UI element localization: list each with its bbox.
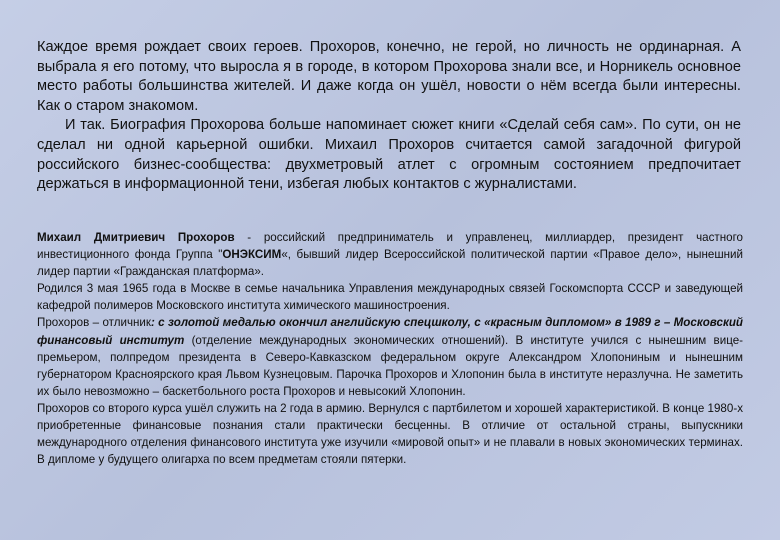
bio-p1-text-b: «, бывший лидер Всероссийской политической партии «Правое дело», нынешний лидер партии «Гражданская платформа». xyxy=(37,248,743,279)
bio-paragraph-4: Прохоров со второго курса ушёл служить на 2 года в армию. Вернулся с партбилетом и хорошей характеристикой. В конце 1980-х приобретенные финансовые познания стали практически бесценны. В отличие от остальной страны, выпускники международного отделения финансового института уже изучили «мировой опыт» и не плавали в новых экономических терминах. В дипломе у будущего олигарха по всем предметам стояли пятерки. xyxy=(37,401,743,467)
bio-p3-text-c: (отделение международных экономических отношений). В институте учился с нынешним вице-премьером, полпредом президента в Северо-Кавказском федеральном округе Александром Хлопониным и нынешним губернатором Красноярского края Львом Кузнецовым. Парочка Прохоров и Хлопонин была в институте неразлучна. Не заметить их было невозможно – баскетбольного роста Прохоров и невысокий Хлопонин. xyxy=(37,333,744,398)
intro-text xyxy=(37,38,741,195)
bio-p1-text-a: - российский предприниматель и управленец, миллиардер, президент частного инвестиционного фонда Группа " xyxy=(37,231,743,262)
intro-paragraph-2: И так. Биография Прохорова больше напоминает сюжет книги «Сделай себя сам». По сути, он не сделал ни одной карьерной ошибки. Михаил Прохоров считается самой загадочной фигурой российского бизнес-сообщества: двухметровый атлет с огромным состоянием предпочитает держаться в информационной тени, избегая любых контактов с журналистами. xyxy=(37,117,741,193)
intro-paragraph-1: Каждое время рождает своих героев. Прохоров, конечно, не герой, но личность не ординарная. А выбрала я его потому, что выросла я в городе, в котором Прохорова знали все, и Норникель основное место работы большинства жителей. И даже когда он ушёл, новости о нём всегда были интересны. Как о старом знакомом. xyxy=(37,39,741,114)
bio-paragraph-1 xyxy=(37,229,743,280)
biography-text xyxy=(37,229,743,468)
company-name: ОНЭКСИМ xyxy=(222,248,282,262)
person-name: Михаил Дмитриевич Прохоров xyxy=(37,231,235,244)
bio-paragraph-2: Родился 3 мая 1965 года в Москве в семье начальника Управления международных связей Госкомспорта СССР и заведующей кафедрой полимеров Московского института химического машиностроения. xyxy=(37,282,743,313)
bio-p3-text-a: Прохоров – отличник xyxy=(37,316,151,330)
education-highlight: : с золотой медалью окончил английскую спецшколу, с «красным дипломом» в 1989 г – Московский финансовый институт xyxy=(37,316,743,347)
bio-paragraph-3 xyxy=(37,314,743,399)
